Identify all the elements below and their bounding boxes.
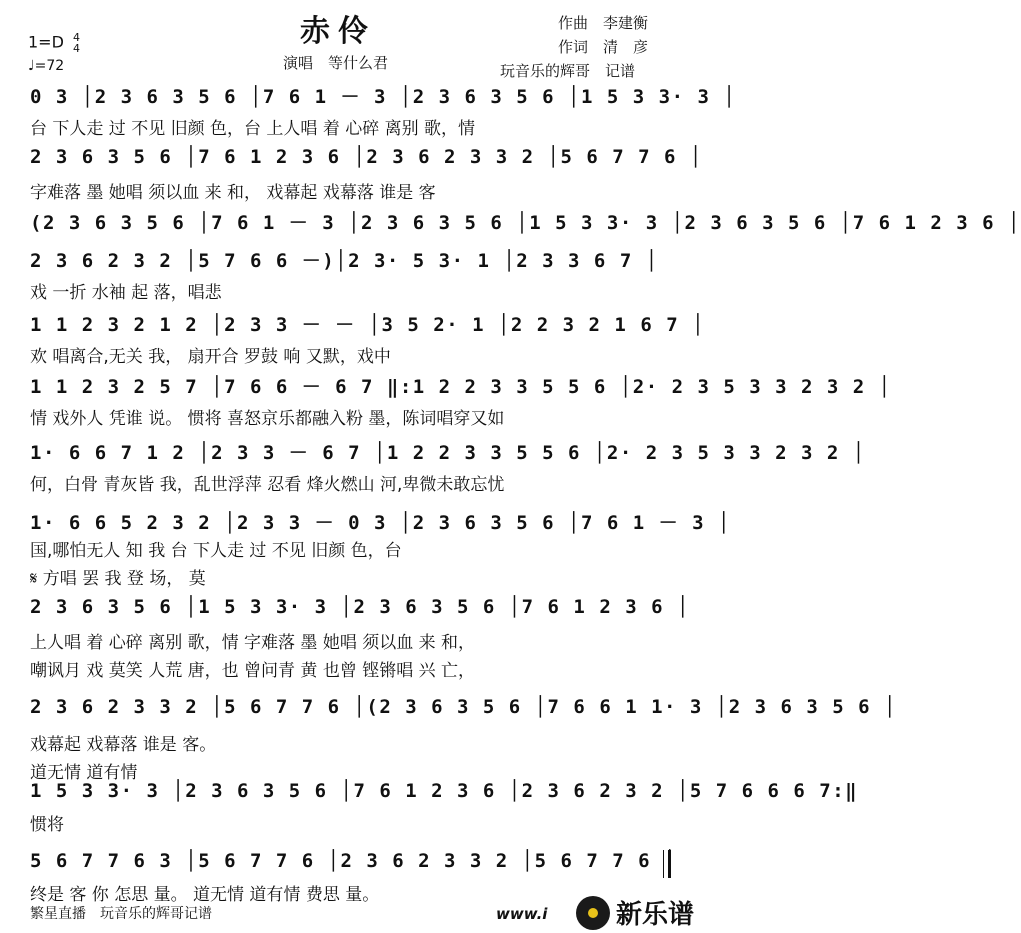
lyricist-credit: 作词 清 彦 — [558, 38, 649, 56]
key-label: 1=D — [28, 32, 64, 52]
time-sig-top: 4 — [73, 31, 80, 44]
lyrics-line: 惯将 — [30, 815, 64, 835]
notes-line: 2 3 6 2 3 2 │5 7 6 6 －)│2 3· 5 3· 1 │2 3 3 6 7 │ — [30, 250, 659, 272]
final-barline — [663, 850, 671, 878]
lyrics-line: 欢 唱离合,无关 我， 扇开合 罗鼓 响 又默，戏中 — [30, 347, 391, 367]
notes-line: (2 3 6 3 5 6 │7 6 1 － 3 │2 3 6 3 5 6 │1 5 3 3· 3 │2 3 6 3 5 6 │7 6 1 2 3 6 │ — [30, 212, 1021, 234]
lyrics-line: 上人唱 着 心碎 离别 歌，情 字难落 墨 她唱 须以血 来 和， — [30, 633, 476, 653]
lyrics-line: 𝄋 方唱 罢 我 登 场， 莫 — [30, 569, 206, 589]
time-sig-bottom: 4 — [73, 42, 80, 55]
site-logo — [576, 894, 694, 931]
notes-line: 1· 6 6 7 1 2 │2 3 3 － 6 7 │1 2 2 3 3 5 5 6 │2· 2 3 5 3 3 2 3 2 │ — [30, 442, 866, 464]
lyrics-line: 情 戏外人 凭谁 说。 惯将 喜怒京乐都融入粉 墨，陈词唱穿又如 — [30, 409, 505, 429]
lyrics-line: 道无情 道有情 — [30, 763, 138, 783]
footer-credit: 繁星直播 玩音乐的辉哥记谱 — [30, 906, 212, 922]
lyrics-line: 国,哪怕无人 知 我 台 下人走 过 不见 旧颜 色，台 — [30, 541, 402, 561]
notes-line: 1 5 3 3· 3 │2 3 6 3 5 6 │7 6 1 2 3 6 │2 3 6 2 3 2 │5 7 6 6 6 7:‖ — [30, 780, 859, 802]
lyrics-line: 台 下人走 过 不见 旧颜 色，台 上人唱 着 心碎 离别 歌，情 — [30, 119, 476, 139]
notes-line: 2 3 6 2 3 3 2 │5 6 7 7 6 │(2 3 6 3 5 6 │7 6 6 1 1· 3 │2 3 6 3 5 6 │ — [30, 696, 897, 718]
lyrics-line: 戏 一折 水袖 起 落，唱悲 — [30, 283, 222, 303]
notes-line: 0 3 │2 3 6 3 5 6 │7 6 1 － 3 │2 3 6 3 5 6 │1 5 3 3· 3 │ — [30, 86, 737, 108]
tempo: ♩=72 — [28, 58, 65, 74]
transcriber-credit: 玩音乐的辉哥 记谱 — [500, 62, 636, 80]
notes-line: 1 1 2 3 2 1 2 │2 3 3 － － │3 5 2· 1 │2 2 3 2 1 6 7 │ — [30, 314, 706, 336]
logo-text: 新乐谱 — [615, 900, 694, 930]
page-title: 赤伶 — [300, 14, 376, 49]
record-icon — [576, 896, 610, 930]
notes-line: 1· 6 6 5 2 3 2 │2 3 3 － 0 3 │2 3 6 3 5 6 │7 6 1 － 3 │ — [30, 512, 731, 534]
time-signature — [73, 32, 80, 54]
notes-line: 2 3 6 3 5 6 │1 5 3 3· 3 │2 3 6 3 5 6 │7 6 1 2 3 6 │ — [30, 596, 690, 618]
lyrics-line: 戏幕起 戏幕落 谁是 客。 — [30, 735, 217, 755]
singer-credit: 演唱 等什么君 — [283, 54, 389, 72]
composer-credit: 作曲 李建衡 — [558, 14, 649, 32]
key-signature — [28, 32, 80, 54]
lyrics-line: 嘲讽月 戏 莫笑 人荒 唐，也 曾问青 黄 也曾 铿锵唱 兴 亡， — [30, 661, 476, 681]
lyrics-line: 字难落 墨 她唱 须以血 来 和， 戏幕起 戏幕落 谁是 客 — [30, 183, 436, 203]
notes-line: 5 6 7 7 6 3 │5 6 7 7 6 │2 3 6 2 3 3 2 │5 6 7 7 6 │ — [30, 850, 677, 872]
site-url: www.i — [496, 905, 548, 923]
lyrics-line: 何，白骨 青灰皆 我，乱世浮萍 忍看 烽火燃山 河,卑微未敢忘忧 — [30, 475, 505, 495]
notes-line: 1 1 2 3 2 5 7 │7 6 6 － 6 7 ‖:1 2 2 3 3 5 5 6 │2· 2 3 5 3 3 2 3 2 │ — [30, 376, 892, 398]
lyrics-line: 终是 客 你 怎思 量。 道无情 道有情 费思 量。 — [30, 885, 380, 905]
notes-line: 2 3 6 3 5 6 │7 6 1 2 3 6 │2 3 6 2 3 3 2 │5 6 7 7 6 │ — [30, 146, 703, 168]
